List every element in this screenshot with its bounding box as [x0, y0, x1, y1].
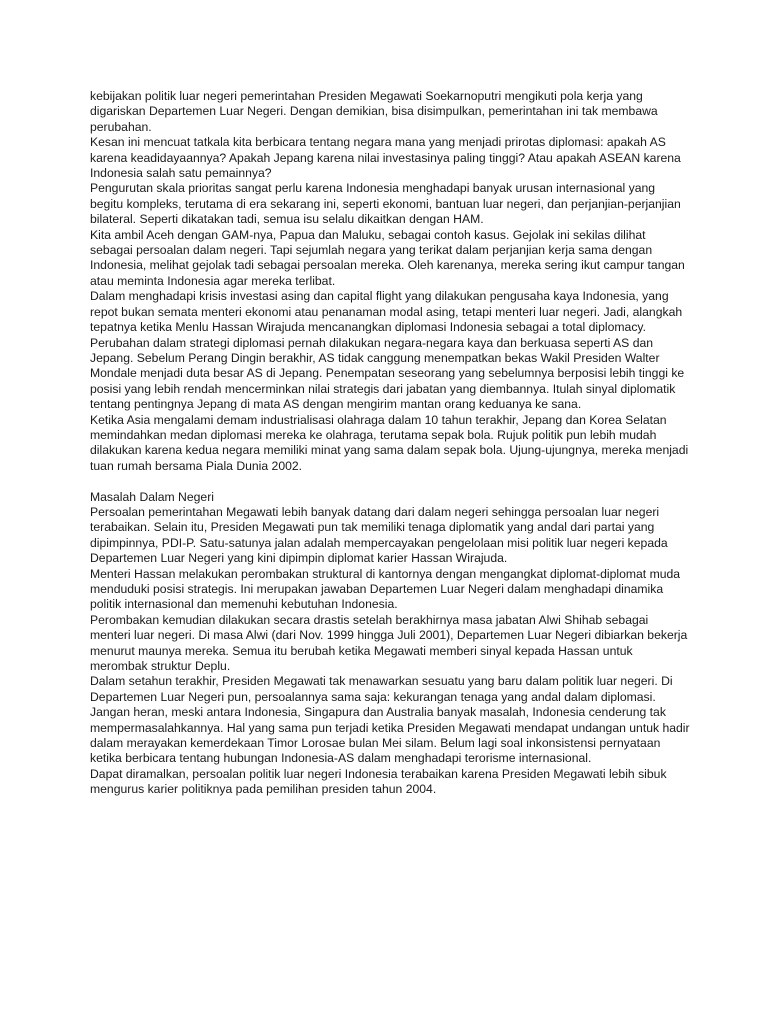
paragraph-1: kebijakan politik luar negeri pemerintahan Presiden Megawati Soekarnoputri mengikuti pola kerja yang digariskan Departemen Luar Negeri. Dengan demikian, bisa disimpulkan, pemerintahan ini tak membawa perubahan.	[90, 89, 658, 134]
paragraph-9: Menteri Hassan melakukan perombakan struktural di kantornya dengan mengangkat diplomat-diplomat muda menduduki posisi strategis. Ini merupakan jawaban Departemen Luar Negeri dalam menghadapi dinamika politik internasional dan memenuhi kebutuhan Indonesia.	[90, 566, 681, 612]
document-body	[90, 89, 690, 798]
paragraph-11: Dalam setahun terakhir, Presiden Megawati tak menawarkan sesuatu yang baru dalam politik luar negeri. Di Departemen Luar Negeri pun, persoalannya sama saja: kekurangan tenaga yang andal dalam diplomasi. Jangan heran, meski antara Indonesia, Singapura dan Australia banyak masalah, Indonesia cenderung tak mempermasalahkannya. Hal yang sama pun terjadi ketika Presiden Megawati mendapat undangan untuk hadir dalam merayakan kemerdekaan Timor Lorosae bulan Mei silam. Belum lagi soal inkonsistensi pernyataan ketika berbicara tentang hubungan Indonesia-AS dalam menghadapi terorisme internasional.	[90, 674, 690, 766]
paragraph-10: Perombakan kemudian dilakukan secara drastis setelah berakhirnya masa jabatan Alwi Shihab sebagai menteri luar negeri. Di masa Alwi (dari Nov. 1999 hingga Juli 2001), Departemen Luar Negeri dibiarkan bekerja menurut maunya mereka. Semua itu berubah ketika Megawati memberi sinyal kepada Hassan untuk merombak struktur Deplu.	[90, 612, 688, 674]
paragraph-3: Pengurutan skala prioritas sangat perlu karena Indonesia menghadapi banyak urusan internasional yang begitu kompleks, terutama di era sekarang ini, seperti ekonomi, bantuan luar negeri, dan perjanjian-perjanjian bilateral. Seperti dikatakan tadi, semua isu selalu dikaitkan dengan HAM.	[90, 181, 681, 227]
section-heading: Masalah Dalam Negeri	[90, 489, 214, 504]
paragraph-6: Perubahan dalam strategi diplomasi pernah dilakukan negara-negara kaya dan berkuasa seperti AS dan Jepang. Sebelum Perang Dingin berakhir, AS tidak canggung menempatkan bekas Wakil Presiden Walter Mondale menjadi duta besar AS di Jepang. Penempatan seseorang yang sebelumnya berposisi lebih tinggi ke posisi yang lebih rendah mencerminkan nilai strategis dari jabatan yang diembannya. Itulah sinyal diplomatik tentang pentingnya Jepang di mata AS dengan mengirim mantan orang keduanya ke sana.	[90, 335, 685, 412]
paragraph-8: Persoalan pemerintahan Megawati lebih banyak datang dari dalam negeri sehingga persoalan luar negeri terabaikan. Selain itu, Presiden Megawati pun tak memiliki tenaga diplomatik yang andal dari partai yang dipimpinnya, PDI-P. Satu-satunya jalan adalah mempercayakan pengelolaan misi politik luar negeri kepada Departemen Luar Negeri yang kini dipimpin diplomat karier Hassan Wirajuda.	[90, 504, 668, 566]
paragraph-12: Dapat diramalkan, persoalan politik luar negeri Indonesia terabaikan karena Presiden Megawati lebih sibuk mengurus karier politiknya pada pemilihan presiden tahun 2004.	[90, 766, 667, 797]
paragraph-7: Ketika Asia mengalami demam industrialisasi olahraga dalam 10 tahun terakhir, Jepang dan Korea Selatan memindahkan medan diplomasi mereka ke olahraga, terutama sepak bola. Rujuk politik pun lebih mudah dilakukan karena kedua negara memiliki minat yang sama dalam sepak bola. Ujung-ujungnya, mereka menjadi tuan rumah bersama Piala Dunia 2002.	[90, 412, 689, 473]
paragraph-2: Kesan ini mencuat tatkala kita berbicara tentang negara mana yang menjadi prirotas diplomasi: apakah AS karena keadidayaannya? Apakah Jepang karena nilai investasinya paling tinggi? Atau apakah ASEAN karena Indonesia salah satu pemainnya?	[90, 135, 681, 181]
paragraph-5: Dalam menghadapi krisis investasi asing dan capital flight yang dilakukan pengusaha kaya Indonesia, yang repot bukan semata menteri ekonomi atau penanaman modal asing, tetapi menteri luar negeri. Jadi, alangkah tepatnya ketika Menlu Hassan Wirajuda mencanangkan diplomasi Indonesia sebagai a total diplomacy.	[90, 289, 683, 335]
paragraph-4: Kita ambil Aceh dengan GAM-nya, Papua dan Maluku, sebagai contoh kasus. Gejolak ini sekilas dilihat sebagai persoalan dalam negeri. Tapi sejumlah negara yang terikat dalam perjanjian kerja sama dengan Indonesia, melihat gejolak tadi sebagai persoalan mereka. Oleh karenanya, mereka sering ikut campur tangan atau meminta Indonesia agar mereka terlibat.	[90, 227, 685, 288]
